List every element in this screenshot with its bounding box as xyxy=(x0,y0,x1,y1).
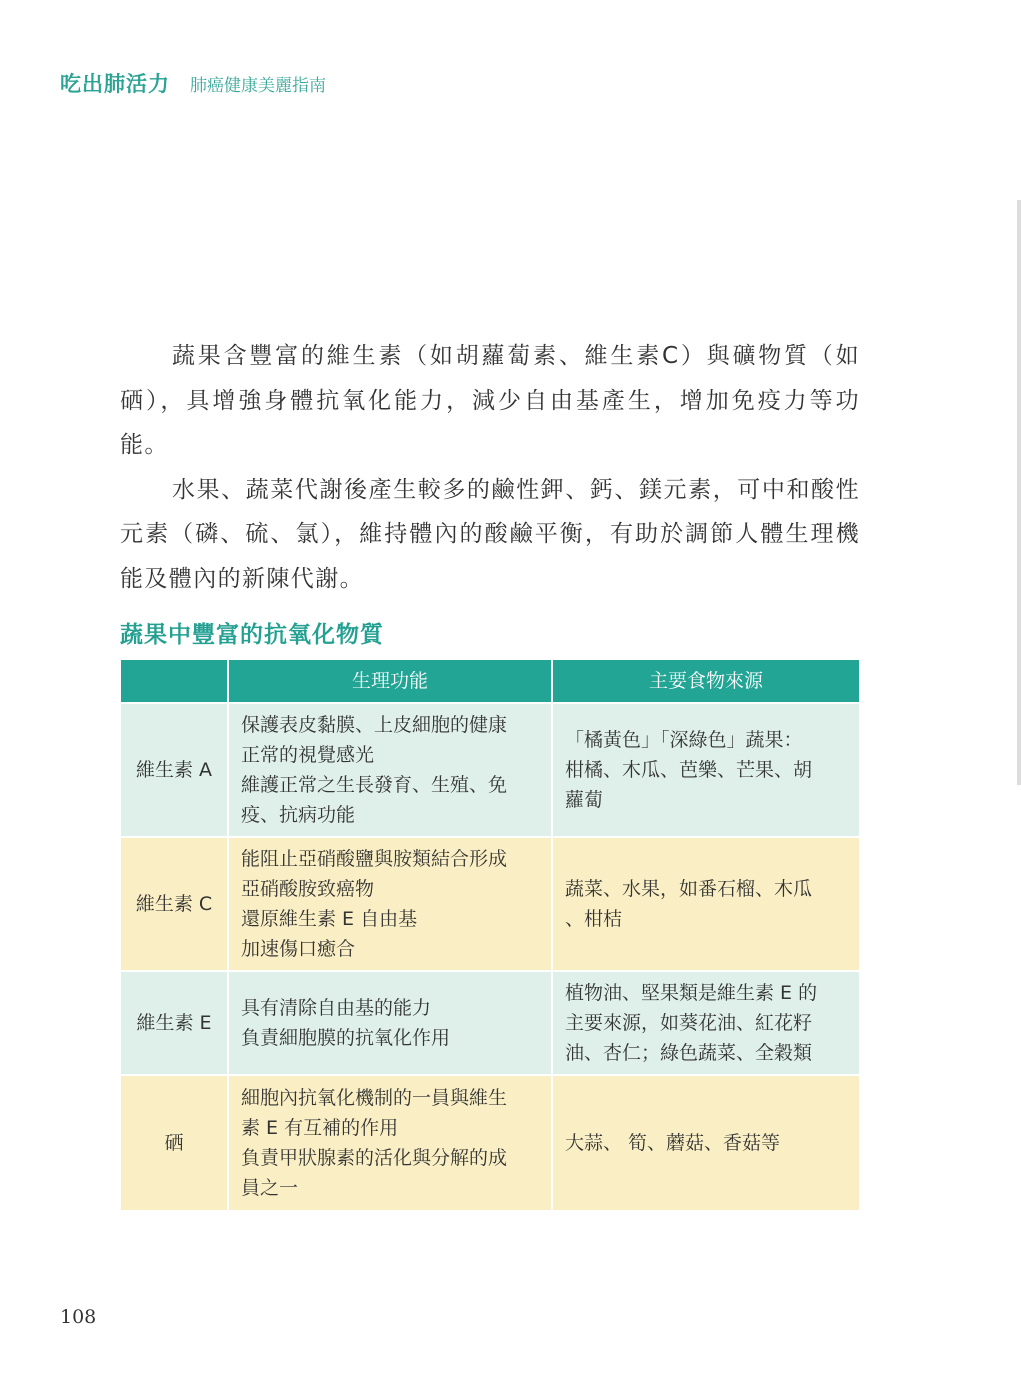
function-line: 保護表皮黏膜、上皮細胞的健康 xyxy=(241,714,508,736)
nutrient-name: 維生素 E xyxy=(120,971,228,1075)
book-title: 吃出肺活力 xyxy=(60,72,170,96)
source-line: 油、杏仁；綠色蔬菜、全穀類 xyxy=(565,1042,813,1064)
function-line: 正常的視覺感光 xyxy=(241,744,375,766)
source-line: 蔬菜、水果，如番石榴、木瓜 xyxy=(565,878,813,900)
source-line: 柑橘、木瓜、芭樂、芒果、胡 xyxy=(565,759,813,781)
source-line: 、柑桔 xyxy=(565,908,623,930)
table-row xyxy=(120,971,860,1075)
paragraph-1: 蔬果含豐富的維生素（如胡蘿蔔素、維生素C）與礦物質（如硒），具增強身體抗氧化能力，減少自由基產生，增加免疫力等功能。 xyxy=(120,343,860,458)
function-cell xyxy=(228,837,552,971)
table-header-row xyxy=(120,659,860,703)
function-cell xyxy=(228,971,552,1075)
function-line: 具有清除自由基的能力 xyxy=(241,997,432,1019)
table-header-source: 主要食物來源 xyxy=(552,659,860,703)
nutrient-name: 硒 xyxy=(120,1075,228,1211)
running-header xyxy=(60,68,326,98)
source-line: 主要來源，如葵花油、紅花籽 xyxy=(565,1012,813,1034)
function-line: 加速傷口癒合 xyxy=(241,938,356,960)
function-line: 負責甲狀腺素的活化與分解的成 xyxy=(241,1147,508,1169)
function-line: 維護正常之生長發育、生殖、免 xyxy=(241,774,508,796)
source-cell xyxy=(552,971,860,1075)
function-line: 疫、抗病功能 xyxy=(241,804,356,826)
source-line: 「橘黃色」「深綠色」蔬果： xyxy=(565,729,803,751)
source-cell xyxy=(552,703,860,837)
nutrient-name: 維生素 A xyxy=(120,703,228,837)
function-line: 素 E 有互補的作用 xyxy=(241,1117,399,1139)
table-header-function: 生理功能 xyxy=(228,659,552,703)
paragraph-2: 水果、蔬菜代謝後產生較多的鹼性鉀、鈣、鎂元素，可中和酸性元素（磷、硫、氯），維持體內的酸鹼平衡，有助於調節人體生理機能及體內的新陳代謝。 xyxy=(120,476,860,592)
table-row xyxy=(120,1075,860,1211)
function-cell xyxy=(228,703,552,837)
source-line: 植物油、堅果類是維生素 E 的 xyxy=(565,982,818,1004)
table-row xyxy=(120,703,860,837)
nutrient-name: 維生素 C xyxy=(120,837,228,971)
page-edge-divider xyxy=(1017,200,1021,785)
function-line: 還原維生素 E 自由基 xyxy=(241,908,418,930)
page-number: 108 xyxy=(60,1306,97,1328)
body-text xyxy=(120,334,860,601)
table-row xyxy=(120,837,860,971)
source-cell xyxy=(552,1075,860,1211)
source-cell xyxy=(552,837,860,971)
function-line: 員之一 xyxy=(241,1177,299,1199)
function-line: 細胞內抗氧化機制的一員與維生 xyxy=(241,1087,508,1109)
source-line: 蘿蔔 xyxy=(565,789,604,811)
antioxidant-table xyxy=(119,658,861,1212)
source-line: 大蒜、 筍、蘑菇、香菇等 xyxy=(565,1132,781,1154)
book-subtitle: 肺癌健康美麗指南 xyxy=(190,76,326,96)
function-cell xyxy=(228,1075,552,1211)
function-line: 負責細胞膜的抗氧化作用 xyxy=(241,1027,451,1049)
function-line: 亞硝酸胺致癌物 xyxy=(241,878,375,900)
function-line: 能阻止亞硝酸鹽與胺類結合形成 xyxy=(241,848,508,870)
table-header-blank xyxy=(120,659,228,703)
section-title: 蔬果中豐富的抗氧化物質 xyxy=(120,622,384,648)
